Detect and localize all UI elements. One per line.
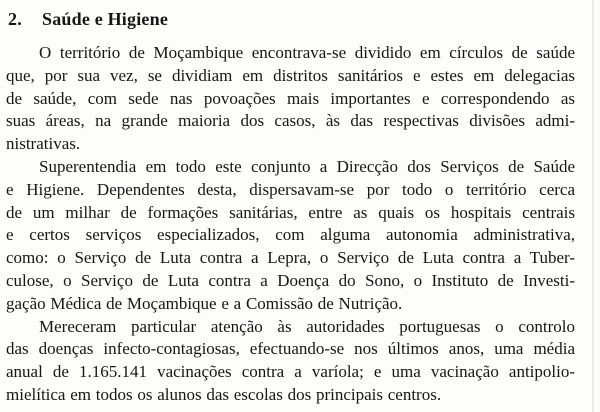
text-line: culose, o Serviço de Luta contra a Doença do Sono, o Instituto de Investi-	[6, 270, 575, 290]
text-line: Superentendia em todo este conjunto a Direcção dos Serviços de Saúde	[39, 156, 575, 176]
text-line: das doenças infecto-contagiosas, efectuando-se nos últimos anos, uma média	[6, 339, 575, 359]
text-line: como: o Serviço de Luta contra a Lepra, o Serviço de Luta contra a Tuber-	[6, 248, 575, 268]
text-line: nistrativas.	[6, 134, 81, 154]
text-line: que, por sua vez, se dividiam em distritos sanitários e estes em delegacias	[6, 65, 575, 85]
text-line: e certos serviços especializados, com alguma autonomia administrativa,	[6, 225, 575, 245]
text-line: Mereceram particular atenção às autoridades portuguesas o controlo	[39, 316, 575, 336]
section-number: 2.	[8, 9, 22, 29]
text-line: anual de 1.165.141 vacinações contra a varíola; e uma vacinação antipolio-	[6, 362, 575, 382]
text-line: gação Médica de Moçambique e a Comissão de Nutrição.	[6, 293, 403, 313]
section-heading	[6, 8, 575, 30]
paragraph-1	[6, 42, 575, 156]
scan-edge-artifact	[592, 0, 594, 412]
text-line: O território de Moçambique encontrava-se dividido em círculos de saúde	[39, 43, 575, 62]
text-line: e Higiene. Dependentes desta, dispersavam-se por todo o território cerca	[6, 179, 575, 199]
paragraph-3	[6, 316, 575, 407]
text-line: suas áreas, na grande maioria dos casos, às das respectivas divisões admi-	[6, 111, 575, 131]
text-line: de um milhar de formações sanitárias, entre as quais os hospitais centrais	[6, 202, 575, 222]
paragraph-2	[6, 156, 575, 316]
section-title: Saúde e Higiene	[42, 9, 169, 29]
text-line: de saúde, com sede nas povoações mais importantes e correspondendo as	[6, 88, 575, 108]
text-line: mielítica em todos os alunos das escolas dos principais centros.	[6, 384, 442, 404]
